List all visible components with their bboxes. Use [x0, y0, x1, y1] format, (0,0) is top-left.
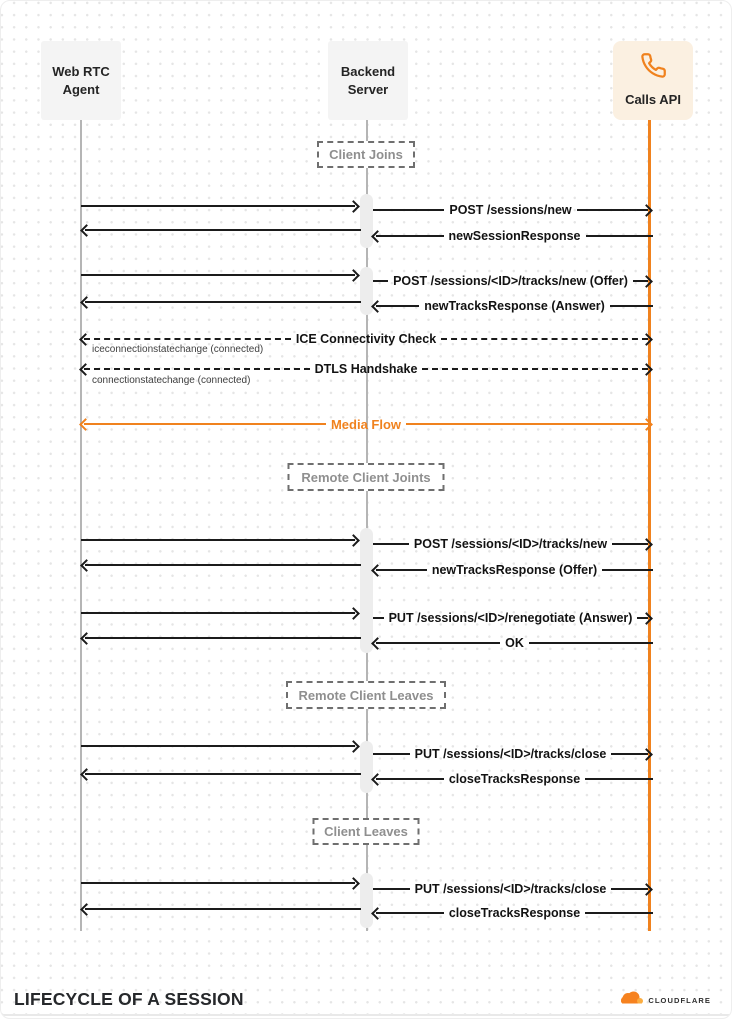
activation-bar — [360, 267, 373, 315]
arrowhead-right-icon — [640, 612, 653, 625]
message-label: PUT /sessions/<ID>/renegotiate (Answer) — [388, 611, 633, 625]
activation-bar — [360, 873, 373, 928]
arrowhead-left-icon — [371, 300, 384, 313]
arrow-webrtc-to-backend — [81, 734, 358, 758]
arrow-webrtc-to-backend — [81, 263, 358, 287]
arrow-webrtc-to-backend — [81, 871, 358, 895]
message-label: closeTracksResponse — [448, 772, 581, 786]
actor-label: Backend Server — [340, 63, 396, 97]
arrowhead-left-icon — [80, 296, 93, 309]
message-post-tracks-new — [373, 532, 651, 556]
arrow-webrtc-to-backend — [81, 601, 358, 625]
arrow-backend-to-webrtc — [82, 897, 361, 921]
arrowhead-left-icon — [80, 559, 93, 572]
section-label-text: Client Joins — [329, 147, 403, 162]
arrowhead-left-icon — [79, 363, 92, 376]
arrowhead-left-icon — [80, 632, 93, 645]
arrowhead-right-icon — [347, 534, 360, 547]
message-media-flow — [81, 412, 651, 436]
arrowhead-left-icon — [371, 907, 384, 920]
footer-divider — [1, 1014, 732, 1016]
arrowhead-right-icon — [640, 333, 653, 346]
message-label: ICE Connectivity Check — [295, 332, 437, 346]
message-label: newSessionResponse — [448, 229, 581, 243]
arrow-backend-to-webrtc — [82, 553, 361, 577]
arrowhead-right-icon — [640, 883, 653, 896]
message-label: PUT /sessions/<ID>/tracks/close — [414, 747, 607, 761]
message-new-tracks-response-offer — [373, 558, 653, 582]
event-label-iceconnectionstatechange: iceconnectionstatechange (connected) — [92, 344, 264, 355]
message-put-renegotiate-answer — [373, 606, 651, 630]
message-label: POST /sessions/<ID>/tracks/new (Offer) — [393, 274, 628, 288]
arrow-backend-to-webrtc — [82, 762, 361, 786]
arrowhead-right-icon — [640, 363, 653, 376]
actor-label: Web RTC Agent — [52, 63, 110, 97]
arrowhead-right-icon — [640, 748, 653, 761]
arrowhead-right-icon — [347, 740, 360, 753]
arrowhead-right-icon — [640, 418, 653, 431]
actor-label: Calls API — [625, 92, 681, 107]
message-label: closeTracksResponse — [448, 906, 581, 920]
section-label-text: Remote Client Leaves — [298, 687, 434, 703]
cloudflare-logo — [617, 990, 711, 1011]
cloudflare-cloud-icon — [617, 990, 645, 1011]
arrowhead-right-icon — [347, 269, 360, 282]
arrowhead-right-icon — [640, 538, 653, 551]
message-label: POST /sessions/new — [449, 203, 572, 217]
arrow-webrtc-to-backend — [81, 528, 358, 552]
arrowhead-right-icon — [640, 275, 653, 288]
actor-calls-api — [613, 41, 693, 120]
message-label: Media Flow — [330, 416, 402, 432]
arrow-backend-to-webrtc — [82, 626, 361, 650]
section-label-client-leaves — [313, 818, 420, 845]
section-label-client-joins — [317, 141, 415, 168]
arrow-backend-to-webrtc — [82, 218, 361, 242]
message-close-tracks-response — [373, 767, 653, 791]
arrowhead-left-icon — [80, 768, 93, 781]
arrow-backend-to-webrtc — [82, 290, 361, 314]
event-label-connectionstatechange: connectionstatechange (connected) — [92, 375, 251, 386]
phone-icon — [640, 52, 667, 84]
arrowhead-left-icon — [371, 637, 384, 650]
arrowhead-left-icon — [371, 773, 384, 786]
message-label: newTracksResponse (Answer) — [424, 299, 605, 313]
cloudflare-wordmark: CLOUDFLARE — [648, 996, 711, 1005]
message-label: newTracksResponse (Offer) — [431, 563, 598, 577]
arrowhead-left-icon — [79, 333, 92, 346]
arrowhead-left-icon — [371, 230, 384, 243]
arrowhead-right-icon — [347, 607, 360, 620]
section-label-text: Remote Client Joints — [301, 469, 431, 485]
arrowhead-left-icon — [80, 903, 93, 916]
arrowhead-left-icon — [79, 418, 92, 431]
message-put-tracks-close — [373, 877, 651, 901]
activation-bar — [360, 741, 373, 793]
message-new-tracks-response-answer — [373, 294, 653, 318]
message-post-tracks-new-offer — [373, 269, 651, 293]
message-close-tracks-response — [373, 901, 653, 925]
section-label-remote-client-leaves — [286, 681, 446, 709]
message-label: DTLS Handshake — [314, 362, 418, 376]
arrow-webrtc-to-backend — [81, 194, 358, 218]
activation-bar — [360, 528, 373, 653]
section-label-text: Client Leaves — [324, 824, 408, 839]
message-label: POST /sessions/<ID>/tracks/new — [413, 537, 608, 551]
message-label: PUT /sessions/<ID>/tracks/close — [414, 882, 607, 896]
arrowhead-right-icon — [347, 200, 360, 213]
actor-backend-server — [328, 41, 408, 120]
diagram-title: LIFECYCLE OF A SESSION — [14, 989, 244, 1009]
message-new-session-response — [373, 224, 653, 248]
message-label: OK — [505, 636, 524, 650]
activation-bar — [360, 194, 373, 248]
actor-webrtc-agent — [41, 41, 121, 120]
message-put-tracks-close — [373, 742, 651, 766]
message-ok — [373, 631, 653, 655]
arrowhead-right-icon — [347, 877, 360, 890]
message-post-sessions-new — [373, 198, 651, 222]
section-label-remote-client-joints — [288, 463, 445, 491]
arrowhead-right-icon — [640, 204, 653, 217]
arrowhead-left-icon — [80, 224, 93, 237]
arrowhead-left-icon — [371, 564, 384, 577]
